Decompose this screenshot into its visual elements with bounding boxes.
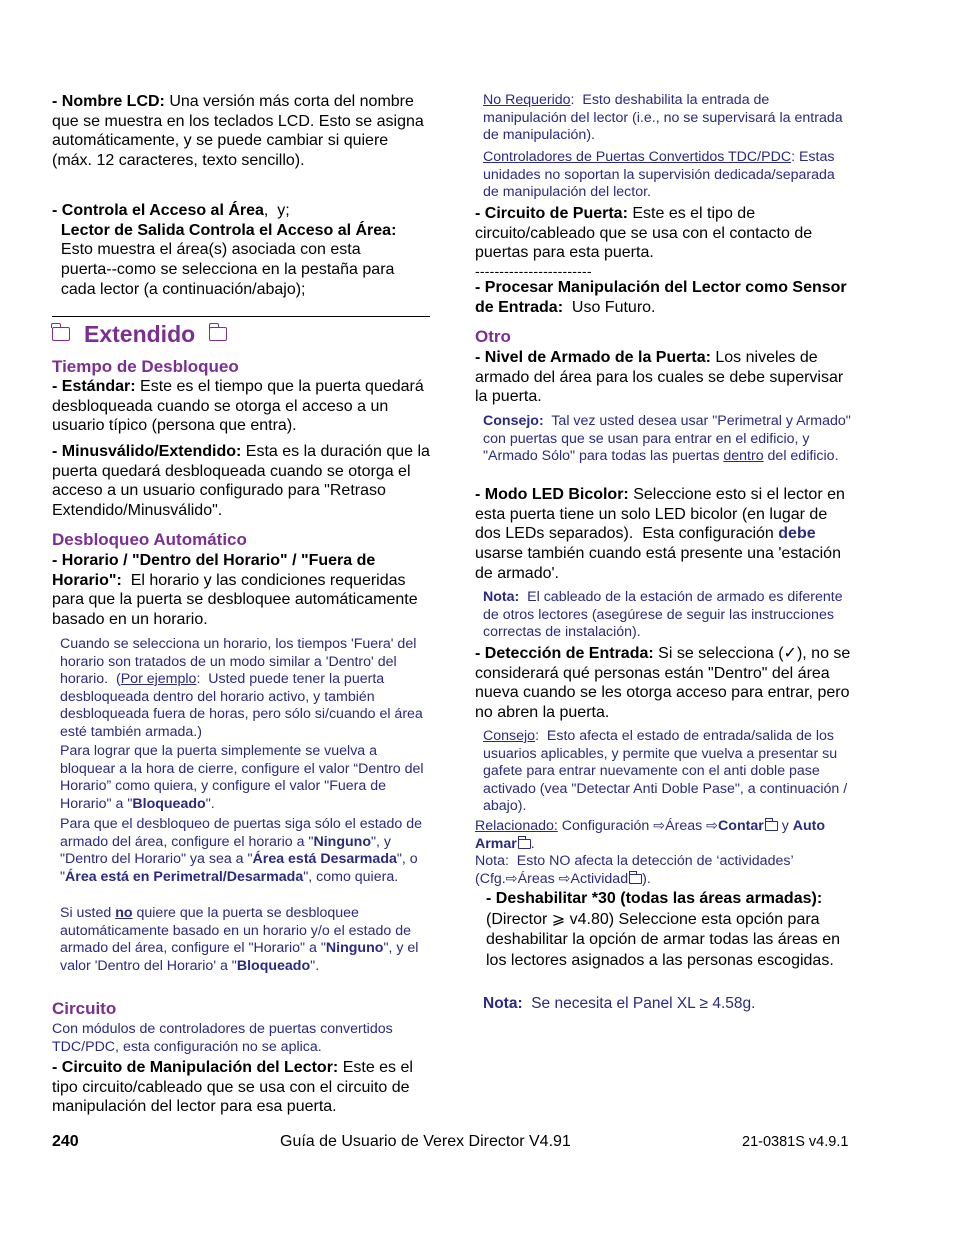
horario-paragraph: - Horario / "Dentro del Horario" / "Fuera de Horario": El horario y las condiciones requeridas para que la puerta se desbloquee automáticamente basado en un horario.: [52, 552, 418, 629]
procesar-paragraph: - Procesar Manipulación del Lector como Sensor de Entrada: Uso Futuro.: [475, 279, 847, 316]
horario-note-1: Cuando se selecciona un horario, los tiempos 'Fuera' del horario son tratados de un modo similar a 'Dentro' del horario. (Por ejemplo: Usted puede tener la puerta desbloqueada dentro del horario activo, y también desbloqueada fuera de horas, pero sólo si/cuando el área esté también armada.): [60, 636, 423, 740]
estandar-paragraph: - Estándar: Este es el tiempo que la puerta quedará desbloqueada cuando se otorga el acceso a un usuario típico (persona que entra).: [52, 378, 424, 435]
footer-title: Guía de Usuario de Verex Director V4.91: [280, 1133, 571, 1150]
otro-heading: Otro: [475, 327, 511, 346]
desbloqueo-automatico-heading: Desbloqueo Automático: [52, 530, 247, 549]
extendido-title: Extendido: [84, 321, 196, 347]
circuito-heading: Circuito: [52, 999, 117, 1018]
controla-acceso-paragraph: - Controla el Acceso al Área, y; Lector de Salida Controla el Acceso al Área: Esto muestra el área(s) asociada con esta puerta--como se selecciona en la pestaña para cada lector (a continuación/abajo);: [52, 202, 397, 298]
circuito-manipulacion-paragraph: - Circuito de Manipulación del Lector: Este es el tipo circuito/cableado que se usa con el circuito de manipulación del lector para esa puerta.: [52, 1059, 413, 1116]
extendido-heading: [52, 320, 430, 348]
footer-doc-id: 21-0381S v4.9.1: [742, 1134, 849, 1150]
circuito-note: Con módulos de controladores de puertas convertidos TDC/PDC, esta configuración no se aplica.: [52, 1021, 393, 1055]
nombre-lcd-paragraph: - Nombre LCD: Una versión más corta del nombre que se muestra en los teclados LCD. Esto se asigna automáticamente, y se puede cambiar si quiere (máx. 12 caracteres, texto sencillo).: [52, 93, 424, 170]
folder-icon: [209, 327, 227, 341]
horario-note-2: Para lograr que la puerta simplemente se vuelva a bloquear a la hora de cierre, configure el valor “Dentro del Horario” como quiera, y configure el valor "Fuera de Horario" a "Bloqueado".: [60, 743, 424, 812]
page-number: 240: [52, 1133, 79, 1150]
nota-note-1: Nota: El cableado de la estación de armado es diferente de otros lectores (asegúrese de seguir las instrucciones correctas de instalación).: [483, 589, 843, 640]
deteccion-entrada-paragraph: - Detección de Entrada: Si se selecciona (✓), no se considerará qué personas están "Dentro" del área nueva cuando se les otorga acceso para entrar, pero no abren la puerta.: [475, 645, 851, 722]
section-divider: [52, 316, 430, 317]
minusvalido-paragraph: - Minusválido/Extendido: Esta es la duración que la puerta quedará desbloqueada cuando se otorga el acceso a un usuario configurado para "Retraso Extendido/Minusválido".: [52, 443, 430, 520]
dash-separator: ------------------------: [475, 263, 592, 279]
controladores-note: Controladores de Puertas Convertidos TDC/PDC: Estas unidades no soportan la supervisión dedicada/separada de manipulación del lector.: [483, 149, 835, 200]
horario-note-4: Si usted no quiere que la puerta se desbloquee automáticamente basado en un horario y/o el estado de armado del área, configure el "Horario" a "Ninguno", y el valor 'Dentro del Horario' a "Bloqueado".: [60, 905, 419, 974]
horario-note-3: Para que el desbloqueo de puertas siga sólo el estado de armado del área, configure el horario a "Ninguno", y "Dentro del Horario" ya sea a "Área está Desarmada", o "Área está en Perimetral/Desarmada", como quiera.: [60, 816, 423, 885]
relacionado-note: Relacionado: Configuración ⇨Áreas ⇨Contar y Auto Armar . Nota: Esto NO afecta la detección de ‘actividades’ (Cfg.⇨Áreas ⇨Actividad ).: [475, 818, 826, 887]
folder-icon: [52, 327, 70, 341]
no-requerido-note: No Requerido: Esto deshabilita la entrada de manipulación del lector (i.e., no se supervisará la entrada de manipulación).: [483, 92, 843, 143]
consejo-note-1: Consejo: Tal vez usted desea usar "Perimetral y Armado" con puertas que se usan para entrar en el edificio, y "Armado Sólo" para todas las puertas dentro del edificio.: [483, 413, 851, 464]
tiempo-desbloqueo-heading: Tiempo de Desbloqueo: [52, 357, 239, 376]
deshabilitar-paragraph: - Deshabilitar *30 (todas las áreas armadas): (Director ⩾ v4.80) Seleccione esta opción para deshabilitar la opción de armar todas las áreas en los lectores asignados a las personas escogidas.: [486, 890, 840, 969]
nota-note-2: Nota: Se necesita el Panel XL ≥ 4.58g.: [483, 995, 756, 1012]
nivel-armado-paragraph: - Nivel de Armado de la Puerta: Los niveles de armado del área para los cuales se debe supervisar la puerta.: [475, 349, 844, 406]
consejo-note-2: Consejo: Esto afecta el estado de entrada/salida de los usuarios aplicables, y permite que vuelva a presentar su gafete para entrar nuevamente con el anti doble pase activado (vea "Detectar Anti Doble Pase", a continuación / abajo).: [483, 728, 848, 814]
modo-led-paragraph: - Modo LED Bicolor: Seleccione esto si el lector en esta puerta tiene un solo LED bicolor (en lugar de dos LEDs separados). Esta configuración debe usarse también cuando está presente una 'estación de armado'.: [475, 486, 845, 582]
circuito-puerta-paragraph: - Circuito de Puerta: Este es el tipo de circuito/cableado que se usa con el contacto de puertas para esta puerta.: [475, 205, 813, 262]
